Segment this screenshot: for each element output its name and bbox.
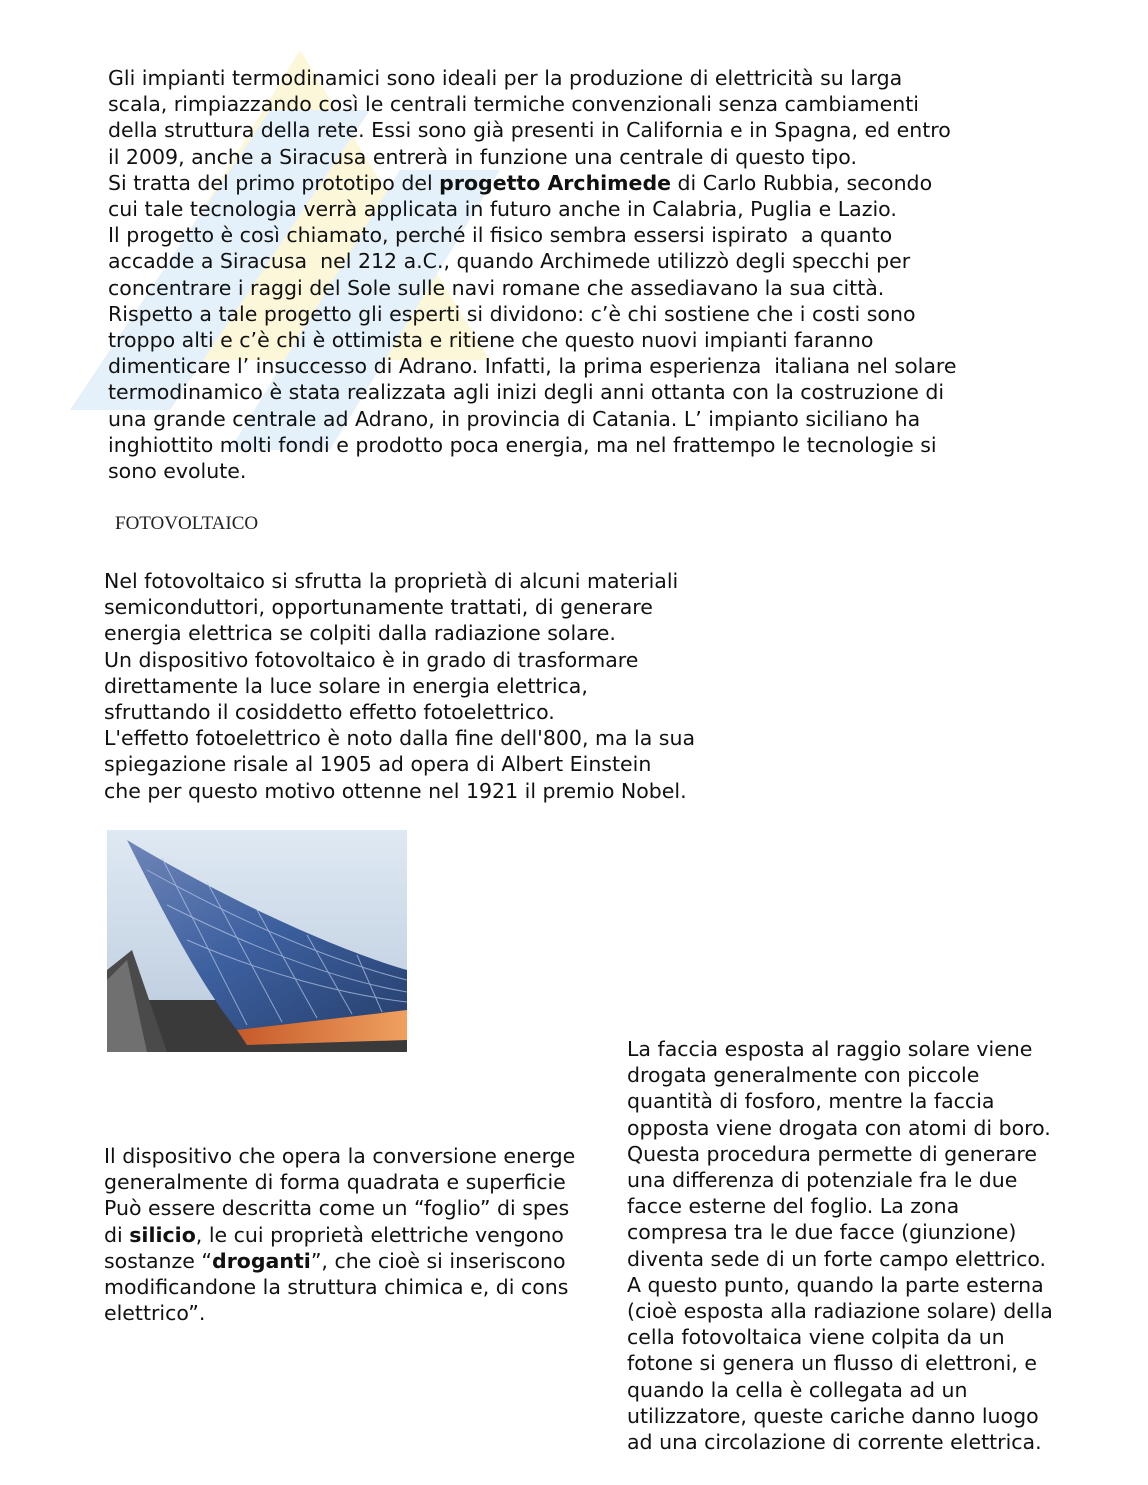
- term-droganti: droganti: [212, 1248, 311, 1273]
- intro-paragraph: Gli impianti termodinamici sono ideali per la produzione di elettricità su larga scala, rimpiazzando così le centrali termiche convenzionali senza cambiamenti della struttura della rete. Essi sono già presenti in California e in Spagna, ed entro il 2009, anche a Siracusa entrerà in funzione una centrale di questo tipo. Si tratta del primo prototipo del progetto Archimede di Carlo Rubbia, secondo cui tale tecnologia verrà applicata in futuro anche in Calabria, Puglia e Lazio. Il progetto è così chiamato, perché il fisico sembra essersi ispirato a quanto accadde a Siracusa nel 212 a.C., quando Archimede utilizzò degli specchi per concentrare i raggi del Sole sulle navi romane che assediavano la sua città. Rispetto a tale progetto gli esperti si dividono: c’è chi sostiene che i costi sono troppo alti e c’è chi è ottimista e ritiene che questo nuovi impianti faranno dimenticare l’ insuccesso di Adrano. Infatti, la prima esperienza italiana nel solare termodinamico è stata realizzata agli inizi degli anni ottanta con la costruzione di una grande centrale ad Adrano, in provincia di Catania. L’ impianto siciliano ha inghiottito molti fondi e prodotto poca energia, ma nel frattempo le tecnologie si sono evolute.: [108, 66, 957, 484]
- device-paragraph: Il dispositivo che opera la conversione energe generalmente di forma quadrata e superficie Può essere descritta come un “foglio” di spes di silicio, le cui proprietà elettriche vengono sostanze “droganti”, che cioè si inseriscono modificandone la struttura chimica e, di cons elettrico”.: [104, 1144, 576, 1326]
- section-heading: FOTOVOLTAICO: [115, 513, 259, 534]
- photovoltaic-intro-paragraph: Nel fotovoltaico si sfrutta la proprietà di alcuni materiali semiconduttori, opportunamente trattati, di generare energia elettrica se colpiti dalla radiazione solare. Un dispositivo fotovoltaico è in grado di trasformare direttamente la luce solare in energia elettrica, sfruttando il cosiddetto effetto fotoelettrico. L'effetto fotoelettrico è noto dalla fine dell'800, ma la sua spiegazione risale al 1905 ad opera di Albert Einstein che per questo motivo ottenne nel 1921 il premio Nobel.: [104, 569, 696, 803]
- solar-building-photo: [107, 830, 407, 1052]
- cell-paragraph: La faccia esposta al raggio solare viene drogata generalmente con piccole quantità di fosforo, mentre la faccia opposta viene drogata con atomi di boro. Questa procedura permette di generare una differenza di potenziale fra le due facce esterne del foglio. La zona compresa tra le due facce (giunzione) diventa sede di un forte campo elettrico. A questo punto, quando la parte esterna (cioè esposta alla radiazione solare) della cella fotovoltaica viene colpita da un fotone si genera un flusso di elettroni, e quando la cella è collegata ad un utilizzatore, queste cariche danno luogo ad una circolazione di corrente elettrica.: [627, 1037, 1053, 1455]
- term-silicio: silicio: [129, 1222, 196, 1247]
- project-name: progetto Archimede: [439, 170, 672, 195]
